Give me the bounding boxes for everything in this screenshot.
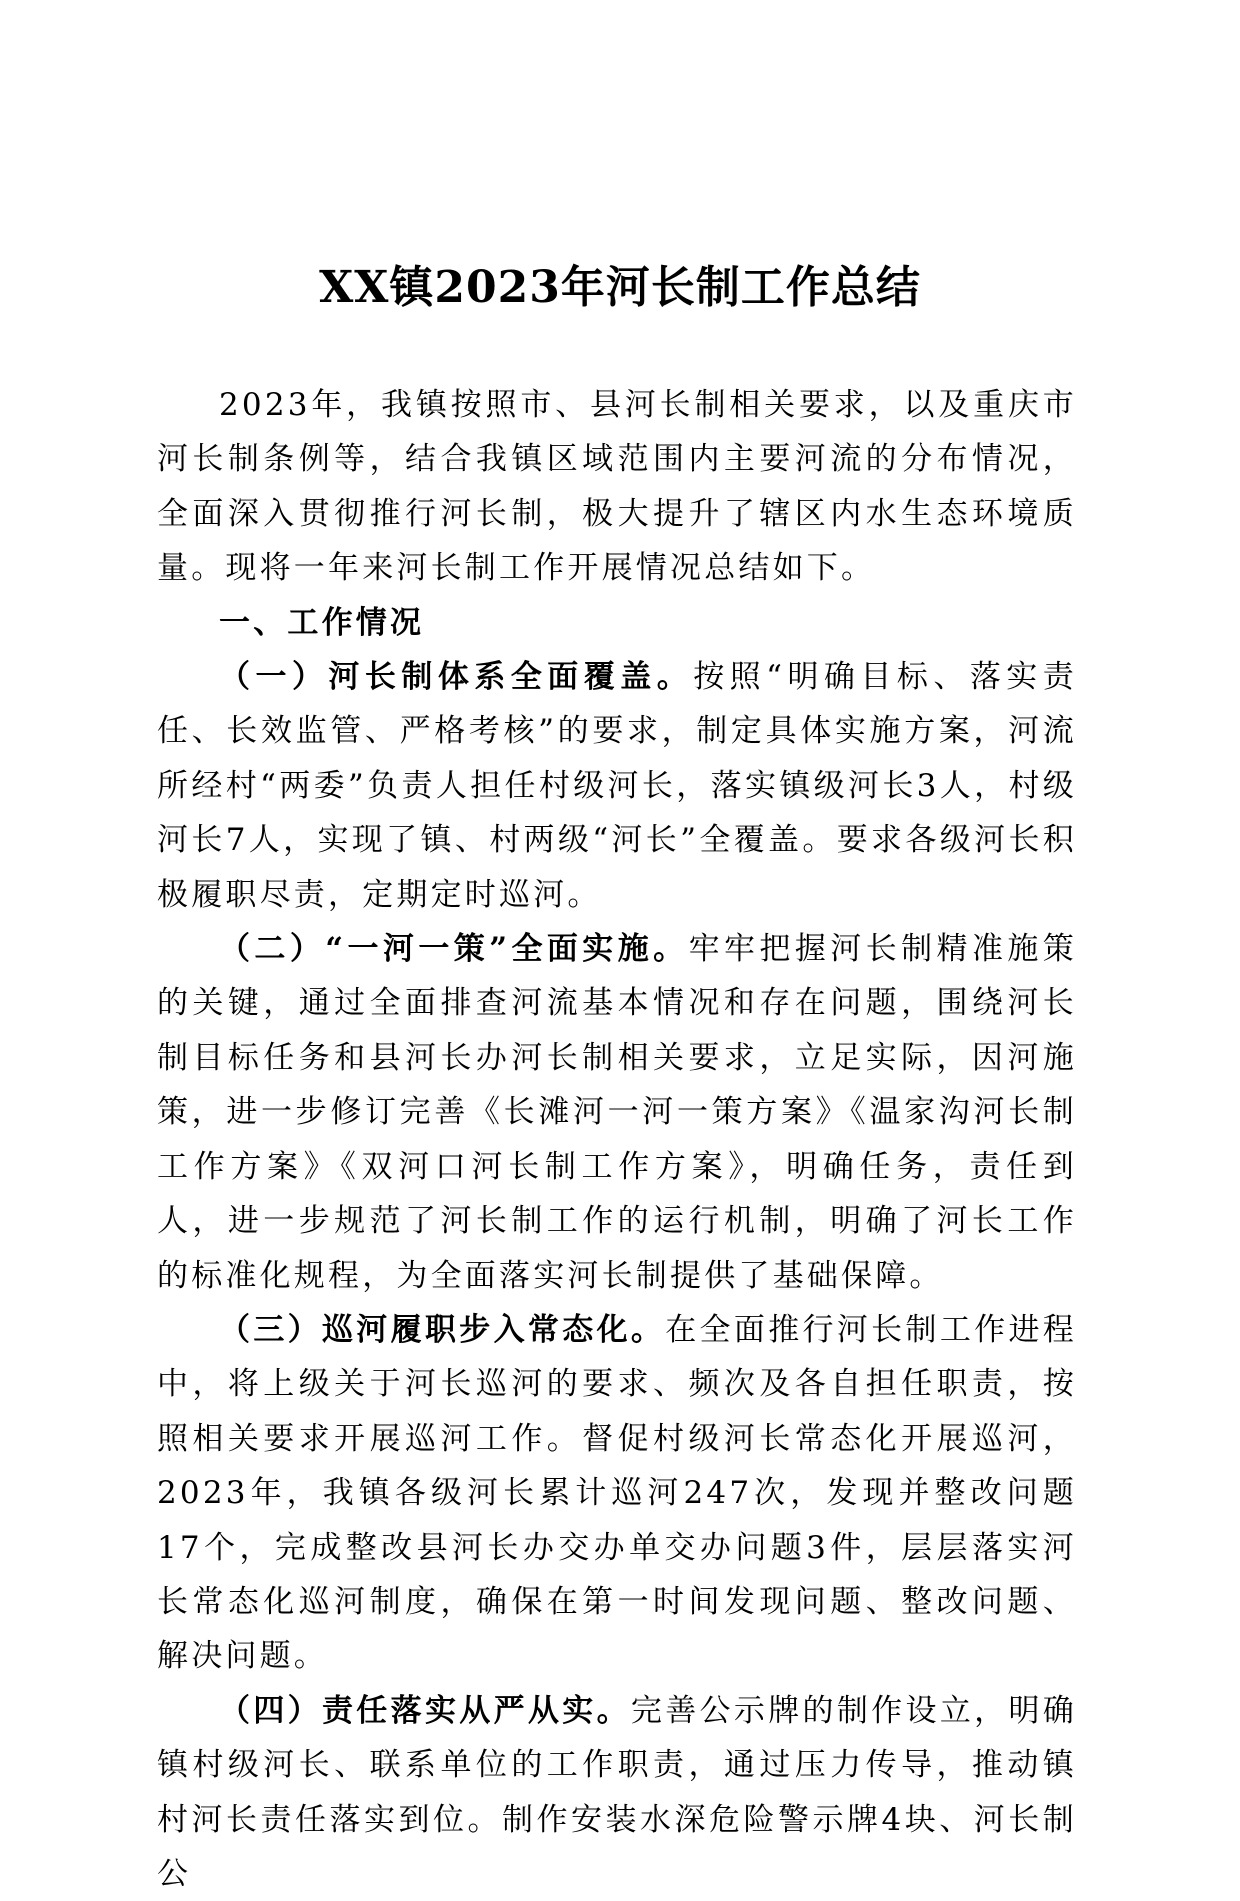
section-heading-work-status: 一、工作情况 (219, 604, 425, 641)
item-text-4: 完善公示牌的制作设立，明确镇村级河长、联系单位的工作职责，通过压力传导，推动镇村河长责任落实到位。制作安装水深危险警示牌4块、河长制公 (157, 1692, 1077, 1892)
item-lead-4: （四）责任落实从严从实。 (219, 1692, 631, 1729)
item-paragraph-2 (157, 922, 1077, 1303)
item-text-3: 在全面推行河长制工作进程中，将上级关于河长巡河的要求、频次及各自担任职责，按照相关要求开展巡河工作。督促村级河长常态化开展巡河，2023年，我镇各级河长累计巡河247次，发现并整改问题17个，完成整改县河长办交办单交办问题3件，层层落实河长常态化巡河制度，确保在第一时间发现问题、整改问题、解决问题。 (157, 1311, 1077, 1675)
item-paragraph-3 (157, 1303, 1077, 1684)
item-lead-2: （二）“一河一策”全面实施。 (219, 931, 689, 968)
item-text-2: 牢牢把握河长制精准施策的关键，通过全面排查河流基本情况和存在问题，围绕河长制目标任务和县河长办河长制相关要求，立足实际，因河施策，进一步修订完善《长滩河一河一策方案》《温家沟河长制工作方案》《双河口河长制工作方案》，明确任务，责任到人，进一步规范了河长制工作的运行机制，明确了河长工作的标准化规程，为全面落实河长制提供了基础保障。 (157, 931, 1077, 1294)
item-text-1: 按照“明确目标、落实责任、长效监管、严格考核”的要求，制定具体实施方案，河流所经村“两委”负责人担任村级河长，落实镇级河长3人，村级河长7人，实现了镇、村两级“河长”全覆盖。要求各级河长积极履职尽责，定期定时巡河。 (157, 659, 1077, 913)
item-paragraph-1 (157, 650, 1077, 922)
item-paragraph-4 (157, 1684, 1077, 1901)
document-title: XX镇2023年河长制工作总结 (319, 262, 921, 313)
item-lead-3: （三）巡河履职步入常态化。 (219, 1311, 666, 1348)
intro-paragraph: 2023年，我镇按照市、县河长制相关要求，以及重庆市河长制条例等，结合我镇区域范围内主要河流的分布情况，全面深入贯彻推行河长制，极大提升了辖区内水生态环境质量。现将一年来河长制工作开展情况总结如下。 (157, 387, 1077, 587)
item-lead-1: （一）河长制体系全面覆盖。 (219, 659, 694, 696)
document-body (157, 378, 1077, 1901)
